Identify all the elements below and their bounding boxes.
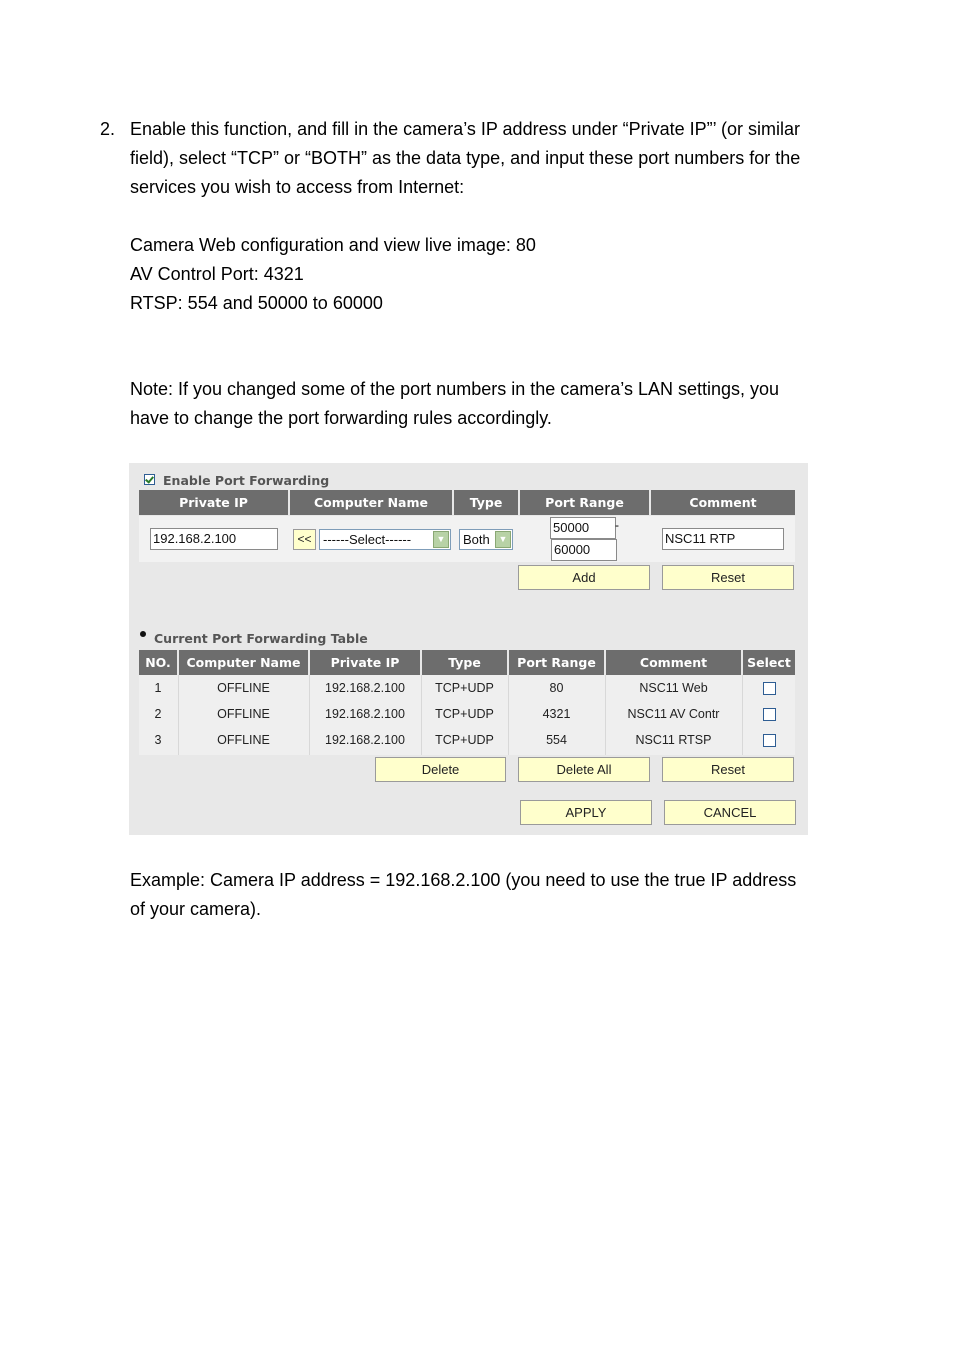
table-header-private-ip: Private IP	[310, 650, 420, 675]
table-header-port-range: Port Range	[509, 650, 604, 675]
example-line: Example: Camera IP address = 192.168.2.100 (you need to use the true IP address	[130, 870, 797, 890]
copy-computer-button[interactable]: <<	[293, 529, 316, 550]
form-header-comment: Comment	[651, 490, 795, 515]
note-line: Note: If you changed some of the port numbers in the camera’s LAN settings, you	[130, 379, 780, 399]
table-header-computer-name: Computer Name	[179, 650, 308, 675]
delete-button[interactable]: Delete	[375, 757, 506, 782]
row-port-range: 80	[549, 681, 564, 695]
port-range-separator: -	[615, 518, 619, 532]
form-header-port-range: Port Range	[520, 490, 649, 515]
row-type: TCP+UDP	[435, 681, 494, 695]
row-private-ip: 192.168.2.100	[325, 707, 405, 721]
apply-button[interactable]: APPLY	[520, 800, 652, 825]
port-item: Camera Web configuration and view live image: 80	[130, 235, 536, 255]
table-header-select: Select	[743, 650, 795, 675]
type-select-value: Both	[463, 532, 490, 547]
bullet-icon	[140, 631, 146, 637]
row-select-checkbox[interactable]	[763, 682, 776, 695]
chevron-down-icon: ▼	[433, 531, 449, 548]
port-item: RTSP: 554 and 50000 to 60000	[130, 293, 383, 313]
reset-table-button[interactable]: Reset	[662, 757, 794, 782]
comment-input[interactable]: NSC11 RTP	[662, 528, 784, 550]
row-comment: NSC11 Web	[639, 681, 708, 695]
cancel-button[interactable]: CANCEL	[664, 800, 796, 825]
row-type: TCP+UDP	[435, 707, 494, 721]
step-line: Enable this function, and fill in the camera’s IP address under “Private IP”’ (or similar	[130, 119, 800, 139]
row-computer-name: OFFLINE	[217, 733, 270, 747]
row-computer-name: OFFLINE	[217, 707, 270, 721]
reset-button[interactable]: Reset	[662, 565, 794, 590]
table-header-type: Type	[422, 650, 507, 675]
row-type: TCP+UDP	[435, 733, 494, 747]
example-line: of your camera).	[130, 899, 262, 919]
table-header-comment: Comment	[606, 650, 741, 675]
port-forwarding-panel	[129, 463, 808, 835]
table-row	[139, 675, 795, 701]
enable-port-forwarding-label: Enable Port Forwarding	[163, 473, 330, 488]
add-button[interactable]: Add	[518, 565, 650, 590]
form-header-computer-name: Computer Name	[290, 490, 452, 515]
port-range-to-input[interactable]: 60000	[551, 539, 617, 561]
form-header-type: Type	[454, 490, 518, 515]
note-line: have to change the port forwarding rules accordingly.	[130, 408, 552, 428]
note-paragraph	[130, 375, 850, 433]
chevron-down-icon: ▼	[495, 531, 511, 548]
row-private-ip: 192.168.2.100	[325, 733, 405, 747]
row-no: 1	[154, 681, 162, 695]
current-table-title: Current Port Forwarding Table	[154, 631, 368, 646]
table-row	[139, 727, 795, 753]
row-computer-name: OFFLINE	[217, 681, 270, 695]
form-header-private-ip: Private IP	[139, 490, 288, 515]
computer-name-select[interactable]	[319, 529, 451, 550]
private-ip-input[interactable]: 192.168.2.100	[150, 528, 278, 550]
enable-port-forwarding-checkbox[interactable]	[144, 474, 155, 485]
row-no: 2	[154, 707, 162, 721]
step-line: services you wish to access from Internet:	[130, 177, 465, 197]
row-port-range: 4321	[542, 707, 571, 721]
port-item: AV Control Port: 4321	[130, 264, 304, 284]
row-comment: NSC11 AV Contr	[627, 707, 720, 721]
row-no: 3	[154, 733, 162, 747]
delete-all-button[interactable]: Delete All	[518, 757, 650, 782]
port-range-from-input[interactable]: 50000	[550, 517, 616, 539]
port-list	[130, 231, 536, 318]
row-select-checkbox[interactable]	[763, 734, 776, 747]
row-comment: NSC11 RTSP	[635, 733, 712, 747]
step-instructions	[130, 115, 860, 202]
table-header-no: NO.	[139, 650, 177, 675]
row-port-range: 554	[546, 733, 567, 747]
type-select[interactable]	[459, 529, 513, 550]
row-private-ip: 192.168.2.100	[325, 681, 405, 695]
table-row	[139, 701, 795, 727]
computer-name-select-value: ------Select------	[323, 532, 412, 547]
row-select-checkbox[interactable]	[763, 708, 776, 721]
step-line: field), select “TCP” or “BOTH” as the data type, and input these port numbers for the	[130, 148, 801, 168]
step-number: 2.	[100, 119, 116, 139]
example-paragraph	[130, 866, 860, 924]
